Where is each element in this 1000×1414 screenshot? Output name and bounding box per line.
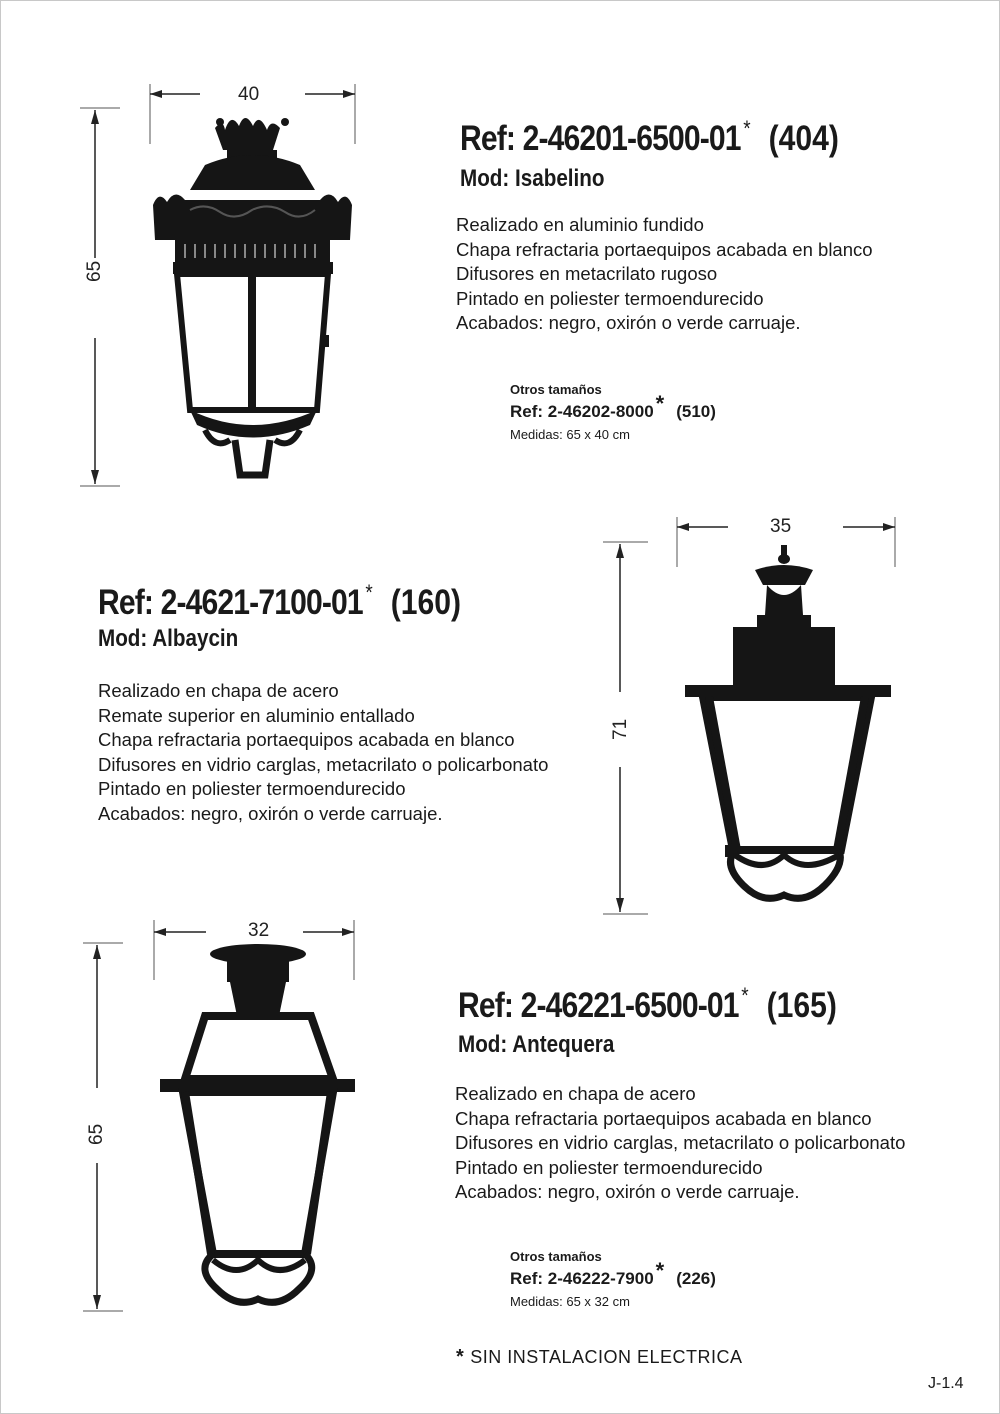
product-ref — [458, 983, 837, 1026]
product-description — [455, 1082, 905, 1205]
asterisk-marker: * — [743, 116, 750, 141]
other-sizes-measures: Medidas: 65 x 32 cm — [510, 1294, 630, 1309]
product-model: Mod: Antequera — [458, 1031, 615, 1058]
description-line: Remate superior en aluminio entallado — [98, 704, 415, 726]
asterisk-marker: * — [741, 983, 748, 1008]
description-line: Pintado en poliester termoendurecido — [455, 1156, 763, 1178]
description-line: Realizado en aluminio fundido — [456, 214, 704, 235]
other-ref-text: Ref: 2-46222-7900 — [510, 1269, 654, 1288]
footer-note-text: SIN INSTALACION ELECTRICA — [470, 1347, 743, 1367]
description-line: Difusores en vidrio carglas, metacrilato o policarbonato — [98, 753, 549, 775]
description-line: Acabados: negro, oxirón o verde carruaje. — [455, 1181, 800, 1203]
product-description — [456, 213, 873, 336]
description-line: Pintado en poliester termoendurecido — [98, 778, 406, 800]
page-code: J-1.4 — [928, 1375, 964, 1392]
ref-text: Ref: 2-46201-6500-01 — [460, 119, 741, 158]
width-label: 40 — [238, 84, 260, 105]
other-sizes-label: Otros tamaños — [510, 382, 602, 397]
description-line: Realizado en chapa de acero — [98, 680, 339, 701]
product-ref — [460, 116, 839, 159]
description-line: Chapa refractaria portaequipos acabada en blanco — [455, 1107, 872, 1129]
albaycin-lantern-icon — [683, 545, 893, 915]
other-sizes-ref — [510, 391, 716, 423]
other-sizes-label: Otros tamaños — [510, 1249, 602, 1264]
description-line: Chapa refractaria portaequipos acabada en blanco — [456, 238, 873, 260]
description-line: Chapa refractaria portaequipos acabada en blanco — [98, 729, 515, 751]
description-line: Realizado en chapa de acero — [455, 1083, 696, 1104]
description-line: Acabados: negro, oxirón o verde carruaje. — [98, 802, 443, 824]
description-line: Pintado en poliester termoendurecido — [456, 287, 764, 309]
product-model: Mod: Isabelino — [460, 165, 605, 192]
other-ref-code: (226) — [676, 1269, 716, 1288]
other-sizes-ref — [510, 1258, 716, 1290]
height-dimension-line — [80, 108, 120, 488]
height-label: 71 — [610, 718, 631, 740]
description-line: Acabados: negro, oxirón o verde carruaje. — [456, 312, 801, 334]
other-ref-text: Ref: 2-46202-8000 — [510, 402, 654, 421]
height-label: 65 — [86, 1123, 107, 1145]
asterisk-marker: * — [456, 1346, 465, 1368]
asterisk-marker: * — [655, 391, 665, 416]
antequera-lantern-icon — [155, 944, 360, 1314]
product-model: Mod: Albaycin — [98, 625, 239, 652]
asterisk-marker: * — [365, 580, 372, 605]
ref-text: Ref: 2-46221-6500-01 — [458, 986, 739, 1025]
ref-code: (160) — [390, 583, 462, 622]
description-line: Difusores en metacrilato rugoso — [456, 263, 718, 285]
other-sizes-block — [510, 382, 716, 442]
ref-code: (165) — [766, 986, 837, 1025]
footer-note — [456, 1346, 743, 1369]
ref-code: (404) — [768, 119, 839, 158]
description-line: Difusores en vidrio carglas, metacrilato o policarbonato — [455, 1132, 906, 1154]
other-sizes-measures: Medidas: 65 x 40 cm — [510, 427, 630, 442]
asterisk-marker: * — [655, 1258, 665, 1283]
other-sizes-block — [510, 1249, 716, 1309]
isabelino-lantern-icon — [145, 110, 360, 485]
width-label: 32 — [248, 920, 270, 941]
ref-text: Ref: 2-4621-7100-01 — [98, 583, 363, 622]
product-description — [98, 679, 548, 827]
product-ref — [98, 580, 461, 623]
width-label: 35 — [770, 516, 792, 537]
other-ref-code: (510) — [676, 402, 716, 421]
height-label: 65 — [84, 260, 105, 282]
